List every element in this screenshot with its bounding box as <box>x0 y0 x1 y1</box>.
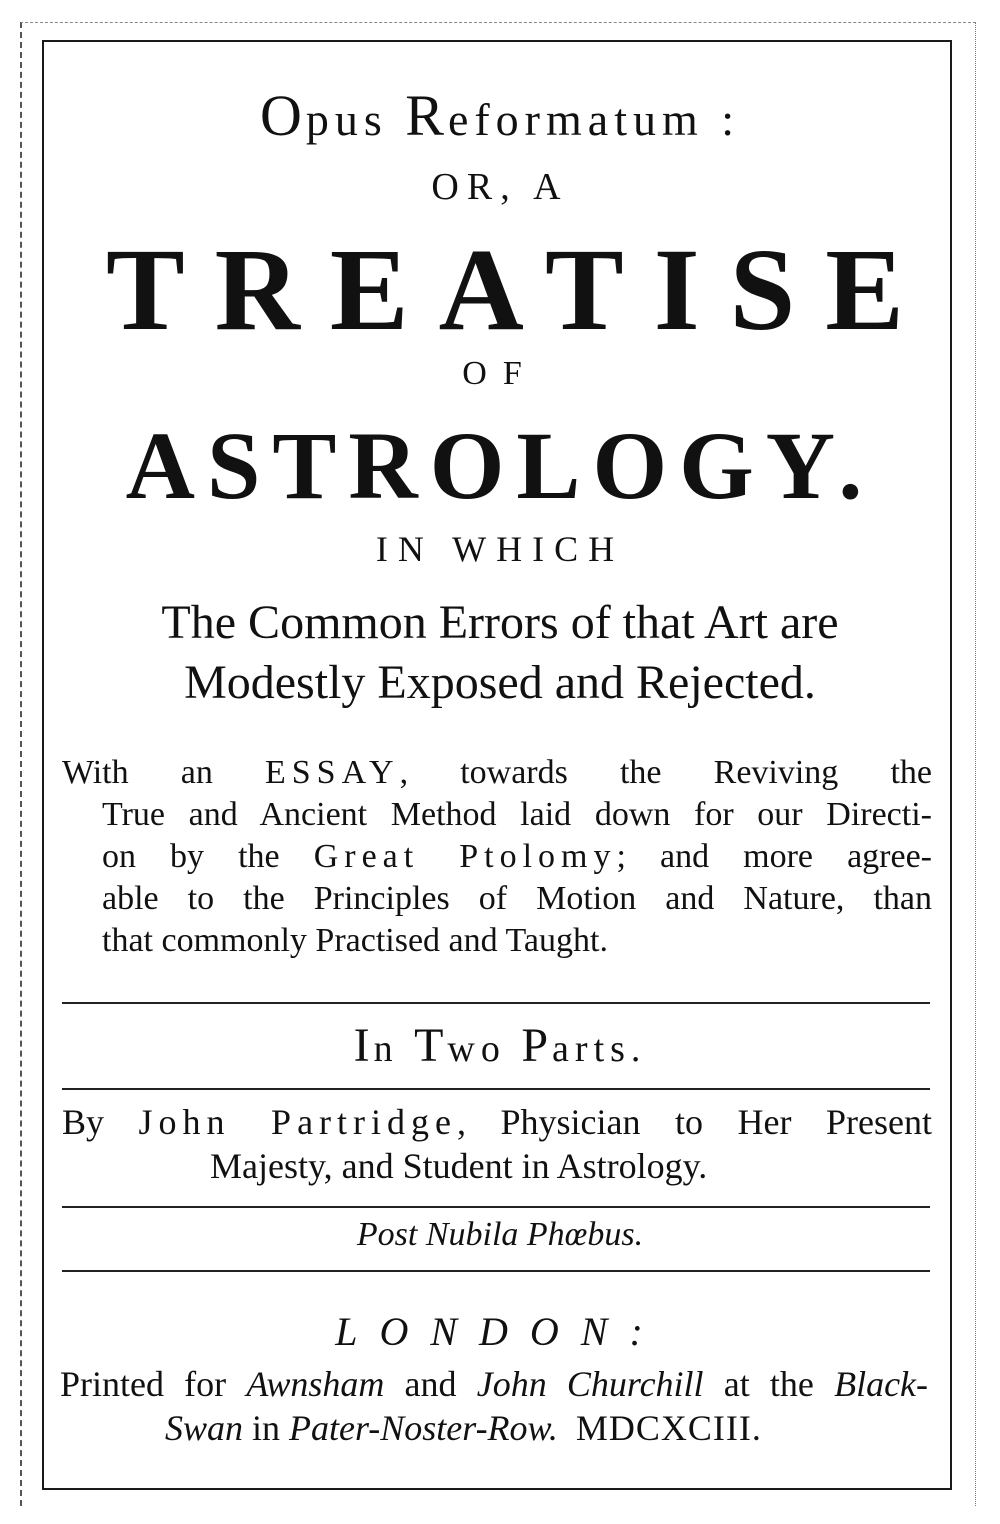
parts-initial-p: P <box>521 1019 553 1072</box>
author-line-1 <box>62 1100 932 1144</box>
essay-line-1 <box>62 752 932 794</box>
essay-line-1-c: , towards the Reviving the <box>399 754 932 791</box>
imprint-black: Black- <box>834 1364 929 1404</box>
parts-n: n <box>373 1028 415 1070</box>
place-london: LONDON: <box>335 1309 665 1354</box>
author-paragraph <box>62 1100 932 1188</box>
essay-line-4: able to the Principles of Motion and Nature, than <box>102 880 932 917</box>
title-opus-reformatum <box>0 82 1000 149</box>
imprint-line-2 <box>60 1406 928 1450</box>
title-astrology: ASTROLOGY. <box>125 412 875 519</box>
essay-line-3-c: ; and more agree- <box>616 838 932 875</box>
essay-line-3-a: on by the <box>102 838 314 875</box>
rule-4 <box>62 1270 930 1272</box>
imprint-at-the: at the <box>703 1364 835 1404</box>
imprint-pater-noster-row: Pater-Noster-Row. <box>289 1408 558 1448</box>
title-initial-r: R <box>405 83 448 148</box>
great-ptolomy: Great Ptolomy <box>313 838 617 875</box>
essay-line-2: True and Ancient Method laid down for our Directi- <box>102 796 932 833</box>
imprint-line-1 <box>60 1362 928 1406</box>
essay-paragraph <box>62 752 932 962</box>
author-title: , Physician to Her Present <box>457 1102 933 1142</box>
imprint-john-churchill: John Churchill <box>476 1364 704 1404</box>
title-or-a: OR, A <box>431 166 569 208</box>
subtitle-line-1: The Common Errors of that Art are <box>161 596 839 649</box>
rule-1 <box>62 1002 930 1004</box>
parts-initial-t: T <box>414 1019 448 1072</box>
essay-line-3 <box>62 836 932 878</box>
title-treatise: TREATISE <box>105 224 935 355</box>
motto: Post Nubila Phœbus. <box>356 1216 644 1253</box>
imprint-swan: Swan <box>165 1408 244 1448</box>
essay-line-1-a: With an <box>62 754 265 791</box>
imprint-awnsham: Awnsham <box>246 1364 385 1404</box>
imprint-and: and <box>384 1364 477 1404</box>
rule-2 <box>62 1088 930 1090</box>
subtitle-line-2: Modestly Exposed and Rejected. <box>184 656 816 709</box>
imprint-printed-for: Printed for <box>60 1364 247 1404</box>
author-line-2: Majesty, and Student in Astrology. <box>210 1146 708 1186</box>
in-two-parts <box>0 1018 1000 1073</box>
essay-word: ESSAY <box>264 754 400 791</box>
parts-initial-i: I <box>353 1019 374 1072</box>
title-pus: pus <box>305 94 406 145</box>
title-initial-o: O <box>259 83 306 148</box>
rule-3 <box>62 1206 930 1208</box>
essay-line-5: that commonly Practised and Taught. <box>102 922 608 959</box>
title-of: OF <box>462 355 538 392</box>
author-name: John Partridge <box>138 1102 458 1142</box>
parts-arts: arts. <box>552 1028 647 1070</box>
parts-wo: wo <box>447 1028 522 1070</box>
in-which: IN WHICH <box>375 529 625 569</box>
imprint-in: in <box>243 1408 290 1448</box>
imprint-date: MDCXCIII. <box>575 1408 762 1448</box>
title-eformatum: eformatum : <box>447 94 741 145</box>
imprint-paragraph <box>60 1362 928 1450</box>
author-by: By <box>62 1102 139 1142</box>
